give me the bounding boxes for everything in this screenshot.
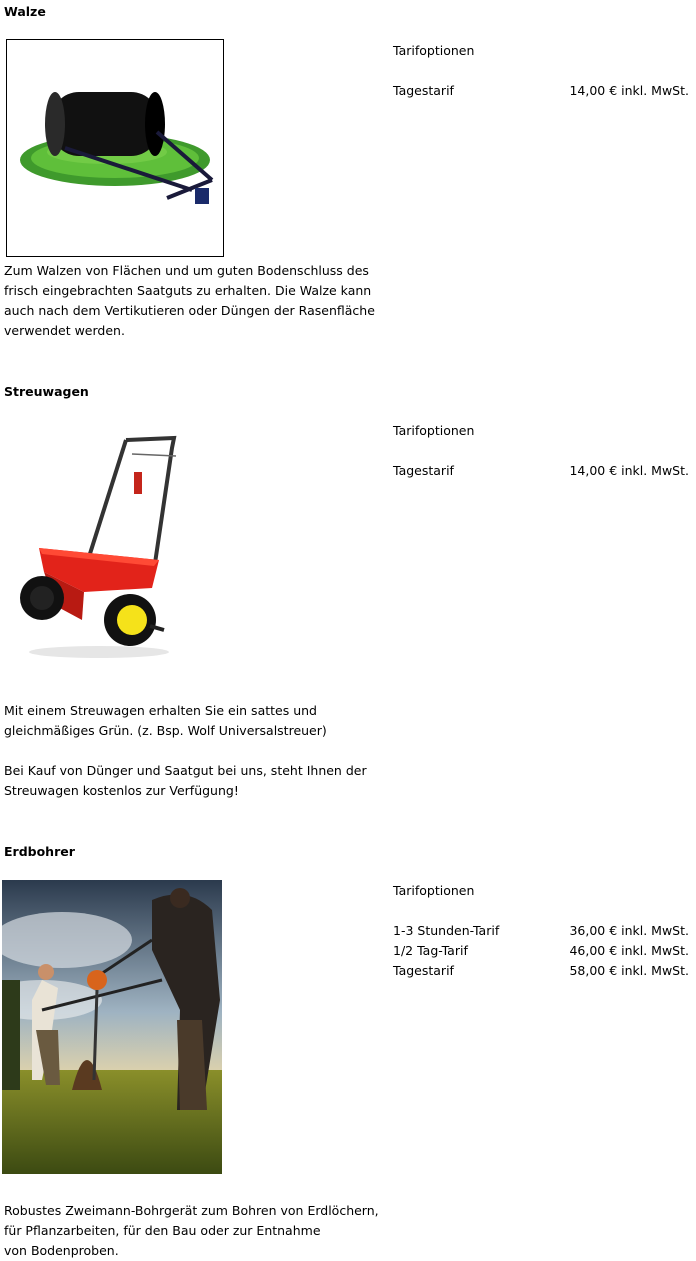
tariff-heading: Tarifoptionen: [393, 423, 475, 438]
description-line: Bei Kauf von Dünger und Saatgut bei uns, steht Ihnen der: [4, 763, 367, 778]
description-line: von Bodenproben.: [4, 1243, 119, 1258]
product-title-streuwagen: Streuwagen: [4, 384, 89, 399]
tariff-price: 46,00 € inkl. MwSt.: [569, 943, 689, 958]
tariff-row: [393, 81, 689, 101]
description-line: Zum Walzen von Flächen und um guten Bodenschluss des: [4, 263, 369, 278]
description-blank-line: [4, 741, 384, 761]
earth-auger-image: [2, 880, 222, 1174]
tariff-price: 36,00 € inkl. MwSt.: [569, 923, 689, 938]
tariff-name: 1-3 Stunden-Tarif: [393, 923, 500, 938]
tariff-price: 14,00 € inkl. MwSt.: [569, 83, 689, 98]
tariff-name: Tagestarif: [393, 963, 454, 978]
tariff-row: [393, 941, 689, 961]
tariff-row: [393, 461, 689, 481]
tariff-price: 58,00 € inkl. MwSt.: [569, 963, 689, 978]
tariff-price: 14,00 € inkl. MwSt.: [569, 463, 689, 478]
lawn-roller-image: [6, 39, 224, 257]
tariff-name: Tagestarif: [393, 83, 454, 98]
tariff-heading: Tarifoptionen: [393, 43, 475, 58]
description-line: gleichmäßiges Grün. (z. Bsp. Wolf Universalstreuer): [4, 723, 327, 738]
product-title-erdbohrer: Erdbohrer: [4, 844, 75, 859]
description-line: verwendet werden.: [4, 323, 125, 338]
product-description-streuwagen: [4, 701, 384, 801]
description-line: auch nach dem Vertikutieren oder Düngen der Rasenfläche: [4, 303, 375, 318]
description-line: für Pflanzarbeiten, für den Bau oder zur Entnahme: [4, 1223, 321, 1238]
product-title-walze: Walze: [4, 4, 46, 19]
tariff-name: 1/2 Tag-Tarif: [393, 943, 468, 958]
description-line: frisch eingebrachten Saatguts zu erhalten. Die Walze kann: [4, 283, 372, 298]
description-line: Robustes Zweimann-Bohrgerät zum Bohren von Erdlöchern,: [4, 1203, 379, 1218]
description-line: Streuwagen kostenlos zur Verfügung!: [4, 783, 239, 798]
tariff-name: Tagestarif: [393, 463, 454, 478]
tariff-heading: Tarifoptionen: [393, 883, 475, 898]
spreader-image: [4, 420, 194, 672]
product-description-walze: [4, 261, 384, 341]
tariff-row: [393, 961, 689, 981]
tariff-row: [393, 921, 689, 941]
description-line: Mit einem Streuwagen erhalten Sie ein sattes und: [4, 703, 317, 718]
product-description-erdbohrer: [4, 1201, 384, 1261]
